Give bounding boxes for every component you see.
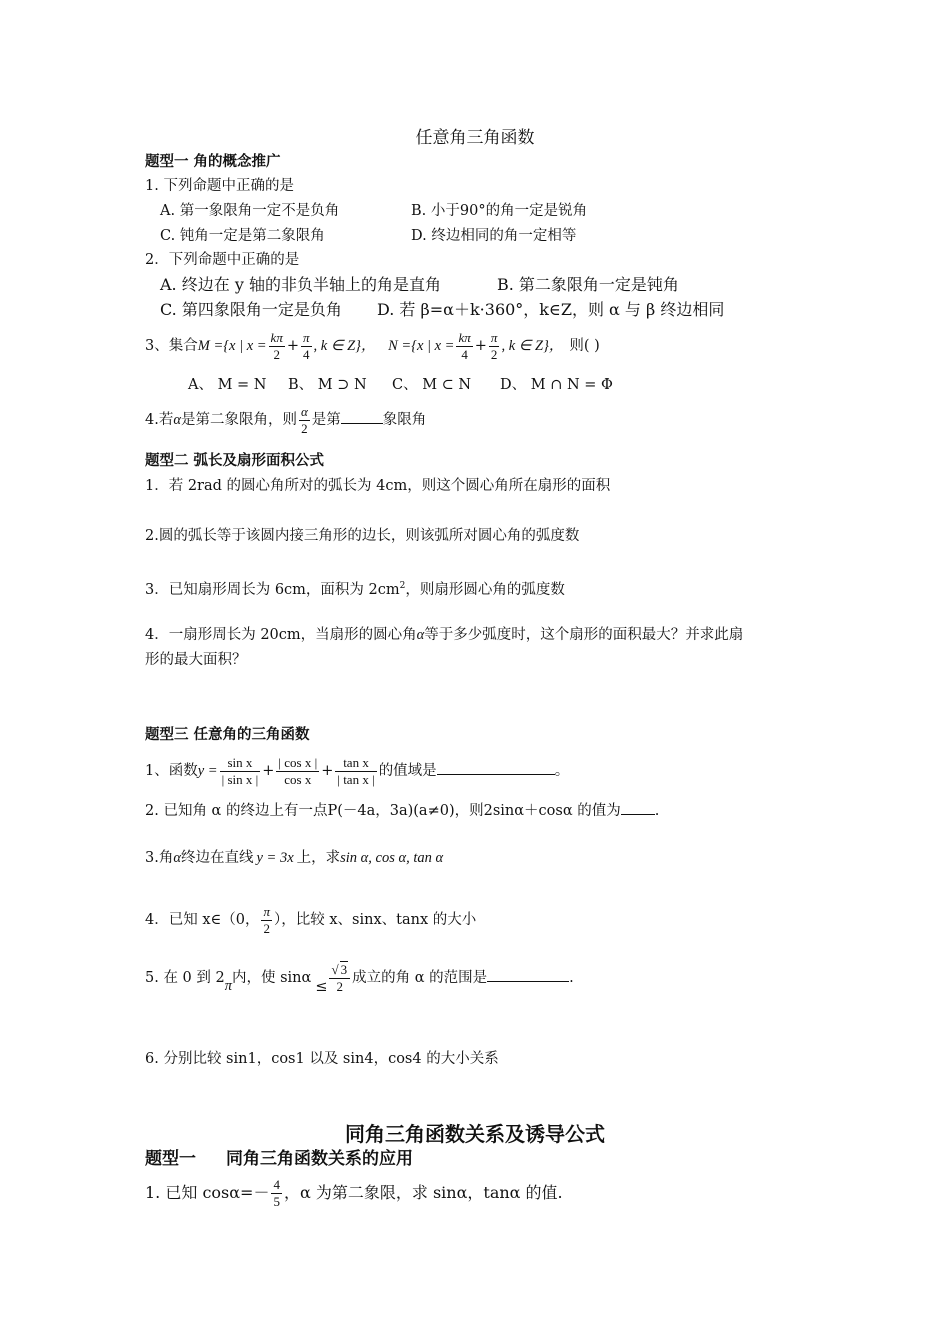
answer-blank <box>487 967 569 982</box>
plus-sign: + <box>321 763 334 779</box>
q2-text: . <box>654 803 660 819</box>
section-heading-2: 题型二 弧长及扇形面积公式 <box>145 452 325 469</box>
fraction-num: α <box>300 403 308 419</box>
option-1-1-c: C. 钝角一定是第二象限角 <box>160 228 325 244</box>
q3-text: 3．已知扇形周长为 6cm，面积为 2cm <box>145 581 400 598</box>
fraction-num: | cos x | <box>278 754 318 770</box>
option-1-2-b: B. 第二象限角一定是钝角 <box>497 275 679 294</box>
option-1-1-a: A. 第一象限角一定不是负角 <box>160 203 340 219</box>
fraction-den: 4 <box>461 346 468 362</box>
question-1-3 <box>145 328 600 364</box>
q3-text: 3.角 <box>145 850 174 866</box>
fraction-num: kπ <box>270 329 283 345</box>
q3-prefix: 3、集合 <box>145 338 198 354</box>
fraction-den: 2 <box>336 979 344 994</box>
set-m-right: , k ∈ Z}， <box>313 338 376 354</box>
set-m-left: M ={x | x = <box>197 338 267 354</box>
fraction <box>335 755 376 788</box>
q4-text: 4.若 <box>145 412 174 428</box>
option-1-2-c: C. 第四象限角一定是负角 <box>160 300 342 319</box>
fraction-num: tan x <box>335 755 376 772</box>
question-2-4 <box>145 625 743 645</box>
q1-text: 1. 已知 cosα=－ <box>145 1183 270 1202</box>
alpha-symbol: α <box>173 850 181 866</box>
section-title-2: 同角三角函数关系及诱导公式 <box>345 1122 605 1146</box>
q4-text: 是第 <box>311 412 341 428</box>
fraction-num: π <box>263 903 270 919</box>
option-1-3-b: B、 M ⊃ N <box>288 377 367 393</box>
question-4-1 <box>145 1172 563 1214</box>
fraction-den: 4 <box>303 346 310 362</box>
question-2-2: 2.圆的弧长等于该圆内接三角形的边长，则该弧所对圆心角的弧度数 <box>145 528 580 544</box>
fraction-num: 4 <box>273 1177 280 1192</box>
q5-text: 内，使 sinα <box>232 970 312 986</box>
option-1-2-d: D. 若 β=α＋k·360°，k∈Z，则 α 与 β 终边相同 <box>377 300 725 319</box>
q3-text: 上，求 <box>296 850 341 866</box>
pi-symbol: π <box>224 978 232 994</box>
q5-text: . <box>569 970 574 986</box>
section-heading-1: 题型一 角的概念推广 <box>145 153 281 170</box>
question-3-3 <box>145 848 443 868</box>
plus-sign: + <box>286 338 299 354</box>
fraction <box>220 755 261 788</box>
trig-list: sin α, cos α, tan α <box>340 850 444 866</box>
fraction-num: kπ <box>458 329 471 345</box>
question-1-1: 1. 下列命题中正确的是 <box>145 178 294 194</box>
fraction <box>261 904 272 937</box>
q4-text: 象限角 <box>382 412 427 428</box>
page-title: 任意角三角函数 <box>415 128 535 148</box>
fraction-den: | sin x | <box>221 771 259 787</box>
q4-text: 等于多少弧度时，这个扇形的面积最大？并求此扇 <box>424 627 744 643</box>
answer-blank <box>437 760 555 775</box>
fraction-num: √ 3 <box>329 961 350 979</box>
superscript: 2 <box>399 581 406 591</box>
fraction-num: π <box>303 329 310 345</box>
fraction-den: cos x <box>284 771 312 787</box>
fraction-den: 2 <box>301 420 308 436</box>
y-equals: y = <box>197 763 218 779</box>
fraction <box>489 330 500 363</box>
q1-text: 1、函数 <box>145 763 198 779</box>
question-1-2: 2．下列命题中正确的是 <box>145 252 300 268</box>
set-n-left: N ={x | x = <box>388 338 455 354</box>
fraction-den: 2 <box>273 346 280 362</box>
fraction <box>271 1177 282 1210</box>
fraction-num: sin x <box>220 755 261 772</box>
section-heading-3: 题型三 任意角的三角函数 <box>145 726 310 743</box>
fraction <box>456 330 472 363</box>
option-1-2-a: A. 终边在 y 轴的非负半轴上的角是直角 <box>160 275 441 294</box>
q2-text: 2. 已知角 α 的终边上有一点P(－4a，3a)(a≠0)，则2sinα＋cosα 的值为 <box>145 803 621 819</box>
fraction <box>301 330 312 363</box>
option-1-3-d: D、 M ∩ N = Φ <box>500 377 613 393</box>
fraction <box>299 404 310 437</box>
q3-text: ，则扇形圆心角的弧度数 <box>405 581 565 598</box>
option-1-1-b: B. 小于90°的角一定是锐角 <box>411 203 588 219</box>
answer-blank <box>341 409 383 424</box>
question-1-4 <box>145 402 426 438</box>
question-3-5 <box>145 958 574 998</box>
plus-sign: + <box>474 338 487 354</box>
q1-text: 。 <box>554 763 570 779</box>
line-equation: y = 3x <box>256 850 294 866</box>
fraction-den: | tan x | <box>337 771 375 787</box>
set-n-right: , k ∈ Z}， <box>501 338 564 354</box>
question-2-1: 1．若 2rad 的圆心角所对的弧长为 4cm，则这个圆心角所在扇形的面积 <box>145 478 611 494</box>
option-1-3-a: A、 M = N <box>188 377 267 393</box>
le-symbol: ≤ <box>315 979 328 995</box>
answer-blank <box>621 800 655 815</box>
question-2-3 <box>145 576 565 600</box>
heading-label: 题型一 <box>145 1149 196 1169</box>
fraction-num: π <box>490 329 498 345</box>
q5-text: 5. 在 0 到 2 <box>145 970 225 986</box>
q5-text: 成立的角 α 的范围是 <box>352 970 488 986</box>
fraction <box>329 961 350 995</box>
fraction-den: 2 <box>490 346 498 362</box>
q1-text: 的值域是 <box>378 763 437 779</box>
option-1-3-c: C、 M ⊂ N <box>392 377 472 393</box>
alpha-symbol: α <box>173 412 181 428</box>
fraction-den: 5 <box>273 1194 280 1209</box>
heading-text: 同角三角函数关系的应用 <box>226 1149 413 1169</box>
question-3-4 <box>145 900 476 940</box>
q3-end: 则( ) <box>569 338 600 354</box>
alpha-symbol: α <box>416 627 425 643</box>
q4-text: 4．一扇形周长为 20cm，当扇形的圆心角 <box>145 627 417 643</box>
question-3-1 <box>145 752 569 790</box>
fraction <box>269 330 285 363</box>
q1-text: ，α 为第二象限，求 sinα，tanα 的值. <box>283 1183 563 1202</box>
fraction-den: 2 <box>263 920 270 936</box>
plus-sign: + <box>262 763 275 779</box>
q4-text: ），比较 x、sinx、tanx 的大小 <box>274 912 477 928</box>
option-1-1-d: D. 终边相同的角一定相等 <box>411 228 577 244</box>
q3-text: 终边在直线 <box>180 850 254 866</box>
fraction <box>276 755 319 788</box>
q4-text: 4．已知 x∈（0， <box>145 912 260 928</box>
sqrt-radicand: 3 <box>340 962 348 977</box>
q4-text: 是第二象限角，则 <box>180 412 297 428</box>
section-heading-4 <box>145 1148 413 1170</box>
question-2-4-cont: 形的最大面积？ <box>145 652 247 668</box>
question-3-6: 6. 分别比较 sin1，cos1 以及 sin4，cos4 的大小关系 <box>145 1051 499 1067</box>
question-3-2 <box>145 800 659 821</box>
